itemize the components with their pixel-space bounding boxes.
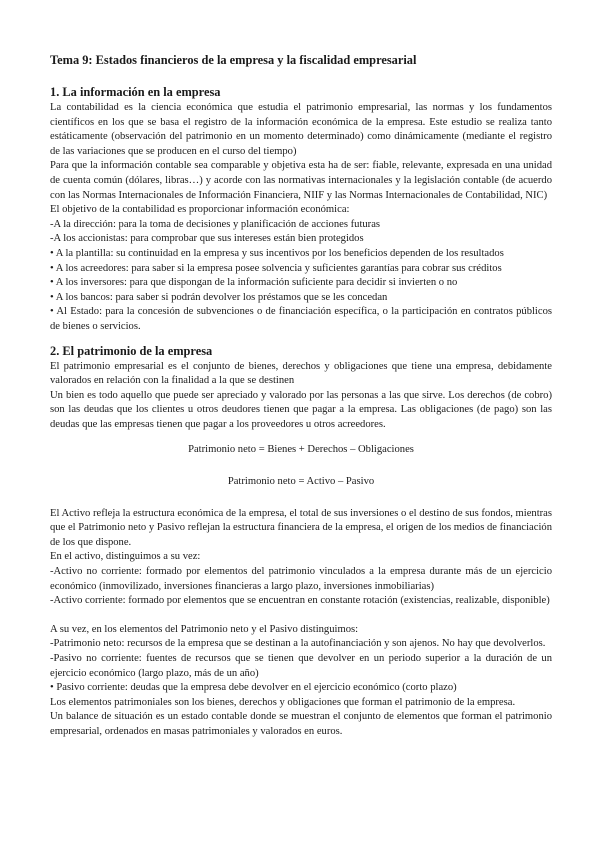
list-item: -A la dirección: para la toma de decisiones y planificación de acciones futuras: [50, 218, 381, 230]
document-title: Tema 9: Estados financieros de la empresa y la fiscalidad empresarial: [50, 53, 417, 67]
section-2-paragraph-5: -Activo no corriente: formado por elementos del patrimonio vinculados a la empresa durante más de un ejercicio económico (inmovilizado, inversiones financieras a largo plazo, inversiones inmobiliarias): [50, 566, 552, 592]
list-item: • A los acreedores: para saber si la empresa posee solvencia y suficientes garantías para cobrar sus créditos: [50, 262, 502, 274]
information-recipients-list: [50, 218, 552, 335]
section-1-paragraph-3: El objetivo de la contabilidad es proporcionar información económica:: [50, 204, 350, 216]
list-item: • Al Estado: para la concesión de subvenciones o de financiación específica, o la participación en contratos públicos de bienes o servicios.: [50, 306, 552, 332]
section-2-paragraph-4: En el activo, distinguimos a su vez:: [50, 551, 201, 563]
formula-1: Patrimonio neto = Bienes + Derechos – Obligaciones: [188, 444, 414, 456]
section-2-paragraph-9: -Pasivo no corriente: fuentes de recursos que se tienen que devolver en un periodo superior a la duración de un ejercicio económico (largo plazo, más de un año): [50, 653, 552, 679]
section-1-paragraph-1: La contabilidad es la ciencia económica que estudia el patrimonio empresarial, las normas y los fundamentos científicos en los que se basa el registro de la información económica de la empresa. Este estudio se realiza tanto estáticamente (observación del patrimonio en un momento determinado) como dinámicamente (mediante el registro de las variaciones que se producen en el curso del tiempo): [50, 102, 552, 157]
section-2-paragraph-3: El Activo refleja la estructura económica de la empresa, el total de sus inversiones o el destino de sus fondos, mientras que el Patrimonio neto y Pasivo reflejan la estructura financiera de la empresa, el origen de los medios de financiación de los que dispone.: [50, 507, 552, 548]
section-2-paragraph-6: -Activo corriente: formado por elementos que se encuentran en constante rotación (existencias, realizable, disponible): [50, 595, 550, 607]
section-2-paragraph-8: -Patrimonio neto: recursos de la empresa que se destinan a la autofinanciación y son ajenos. No hay que devolverlos.: [50, 638, 546, 650]
list-item: • A la plantilla: su continuidad en la empresa y sus incentivos por los beneficios dependen de los resultados: [50, 247, 504, 259]
section-1-paragraph-2: Para que la información contable sea comparable y objetiva esta ha de ser: fiable, relevante, expresada en una unidad de cuenta común (dólares, libras…) y acorde con las normativas internacionales y la legislación contable (de acuerdo con las Normas Internacionales de Información Financiera, NIIF y las Normas Internacionales de Contabilidad, NIC): [50, 160, 552, 201]
paragraph-spacer: [50, 609, 552, 623]
section-1-heading: 1. La información en la empresa: [50, 85, 221, 99]
section-2-paragraph-1: El patrimonio empresarial es el conjunto de bienes, derechos y obligaciones que tiene una empresa, debidamente valorados en relación con la finalidad a la que se destinen: [50, 360, 552, 387]
list-item: • A los inversores: para que dispongan de la información suficiente para decidir si invierten o no: [50, 277, 458, 289]
section-2-paragraph-2: Un bien es todo aquello que puede ser apreciado y valorado por las personas a las que sirve. Los derechos (de cobro) son las deudas que los clientes u otros deudores tienen que pagar a la empresa. Las obligaciones (de pago) son las deudas que las empresas tienen que pagar a los proveedores u otros acreedores.: [50, 389, 552, 430]
section-2-paragraph-10: • Pasivo corriente: deudas que la empresa debe devolver en el ejercicio económico (corto plazo): [50, 682, 457, 694]
section-2-heading: 2. El patrimonio de la empresa: [50, 343, 213, 358]
section-2-paragraph-12: Un balance de situación es un estado contable donde se muestran el conjunto de elementos que forman el patrimonio empresarial, ordenados en masas patrimoniales y valorados en euros.: [50, 711, 552, 737]
formula-2: Patrimonio neto = Activo – Pasivo: [227, 476, 375, 488]
section-2-paragraph-7: A su vez, en los elementos del Patrimonio neto y el Pasivo distinguimos:: [50, 623, 359, 635]
list-item: • A los bancos: para saber si podrán devolver los préstamos que se les concedan: [50, 291, 388, 303]
list-item: -A los accionistas: para comprobar que sus intereses están bien protegidos: [50, 233, 364, 245]
section-2-paragraph-11: Los elementos patrimoniales son los bienes, derechos y obligaciones que forman el patrimonio de la empresa.: [50, 696, 516, 708]
